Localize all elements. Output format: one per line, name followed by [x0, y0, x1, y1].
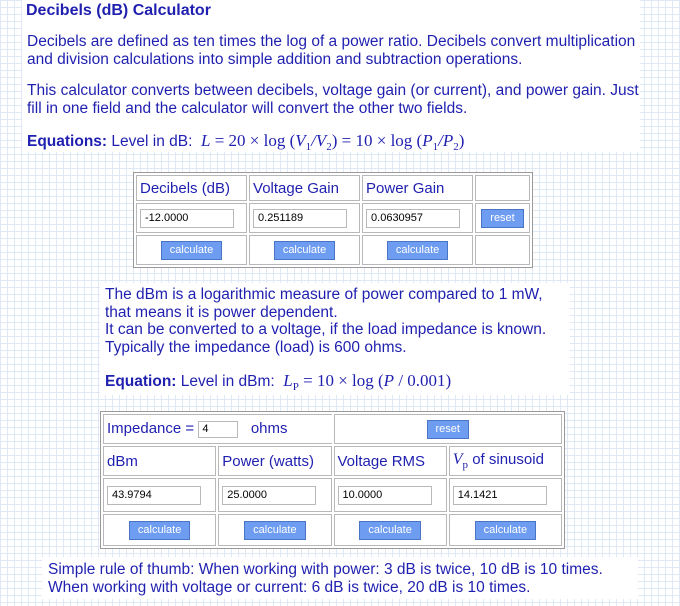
header-voltage-rms: Voltage RMS [334, 446, 447, 476]
voltage-rms-input[interactable]: 10.0000 [338, 486, 432, 505]
impedance-cell [103, 414, 332, 444]
dbm-reset-cell [334, 414, 563, 444]
db-input-cell [136, 203, 247, 233]
impedance-input[interactable]: 4 [198, 421, 238, 438]
calc-cell-2 [249, 235, 360, 265]
equation-text: Level in dBm: [180, 373, 275, 390]
decibels-input[interactable]: -12.0000 [140, 209, 234, 228]
power-gain-input[interactable]: 0.0630957 [366, 209, 460, 228]
page-title: Decibels (dB) Calculator [26, 2, 211, 19]
footer-line-2: When working with voltage or current: 6 dB is twice, 20 dB is 10 times. [48, 579, 531, 596]
calculate-watts-button[interactable]: calculate [244, 521, 305, 540]
dbm-formula: $L_P = 10 \times \log (P / 0.001)$ [279, 371, 452, 393]
voltage-input-cell [249, 203, 360, 233]
dbm-input-cell [103, 478, 216, 512]
impedance-unit: ohms [250, 420, 288, 438]
footer-line-1: Simple rule of thumb: When working with power: 3 dB is twice, 10 dB is 10 times. [48, 561, 603, 578]
impedance-label: Impedance = [107, 420, 195, 438]
header-empty [475, 175, 530, 201]
intro-paragraph-1: Decibels are defined as ten times the log of a power ratio. Decibels convert multiplication and division calculations into simple addition and subtraction operations. [27, 33, 636, 68]
dbm-reset-button[interactable]: reset [427, 420, 469, 439]
calc-cell-empty [475, 235, 530, 265]
intro-panel [22, 0, 640, 152]
dbm-calc-cell-1 [103, 514, 216, 546]
vp-sinusoid-input[interactable]: 14.1421 [453, 486, 547, 505]
calculate-voltage-button[interactable]: calculate [274, 241, 335, 260]
dbm-input[interactable]: 43.9794 [107, 486, 201, 505]
header-vp-sinusoid [449, 446, 562, 476]
calculate-power-button[interactable]: calculate [387, 241, 448, 260]
equations-text: Level in dB: [111, 133, 193, 150]
vp-label: of sinusoid [472, 451, 544, 468]
equation-label: Equation: [105, 373, 177, 390]
vp-symbol: $V_p$ [452, 451, 469, 471]
dbm-paragraph-1: The dBm is a logarithmic measure of power compared to 1 mW, that means it is power dependent. [105, 286, 543, 321]
calc-cell-1 [136, 235, 247, 265]
dbm-paragraph-2: It can be converted to a voltage, if the load impedance is known. Typically the impedance (load) is 600 ohms. [105, 321, 547, 356]
power-input-cell [362, 203, 473, 233]
reset-cell [475, 203, 530, 233]
voltage-gain-input[interactable]: 0.251189 [253, 209, 347, 228]
dbm-equation [105, 371, 451, 393]
intro-paragraph-2: This calculator converts between decibels, voltage gain (or current), and power gain. Just fill in one field and the calculator will convert the other two fields. [27, 82, 639, 117]
header-power-watts: Power (watts) [218, 446, 331, 476]
header-dbm: dBm [103, 446, 216, 476]
calc-cell-3 [362, 235, 473, 265]
db-calculator-table [133, 172, 533, 268]
header-voltage-gain: Voltage Gain [249, 175, 360, 201]
power-watts-input[interactable]: 25.0000 [222, 486, 316, 505]
calculate-db-button[interactable]: calculate [161, 241, 222, 260]
db-equation [27, 131, 464, 153]
db-reset-button[interactable]: reset [481, 209, 523, 228]
vrms-input-cell [334, 478, 447, 512]
db-formula: $L = 20 \times \log (V_1/V_2) = 10 \times \log (P_1/P_2)$ [196, 131, 465, 153]
dbm-calc-cell-2 [218, 514, 331, 546]
dbm-calc-cell-4 [449, 514, 562, 546]
equations-label: Equations: [27, 133, 108, 150]
dbm-calc-cell-3 [334, 514, 447, 546]
calculate-vrms-button[interactable]: calculate [359, 521, 420, 540]
header-power-gain: Power Gain [362, 175, 473, 201]
dbm-calculator-table [100, 411, 565, 549]
header-decibels: Decibels (dB) [136, 175, 247, 201]
calculate-vp-button[interactable]: calculate [475, 521, 536, 540]
calculate-dbm-button[interactable]: calculate [129, 521, 190, 540]
vp-input-cell [449, 478, 562, 512]
watts-input-cell [218, 478, 331, 512]
